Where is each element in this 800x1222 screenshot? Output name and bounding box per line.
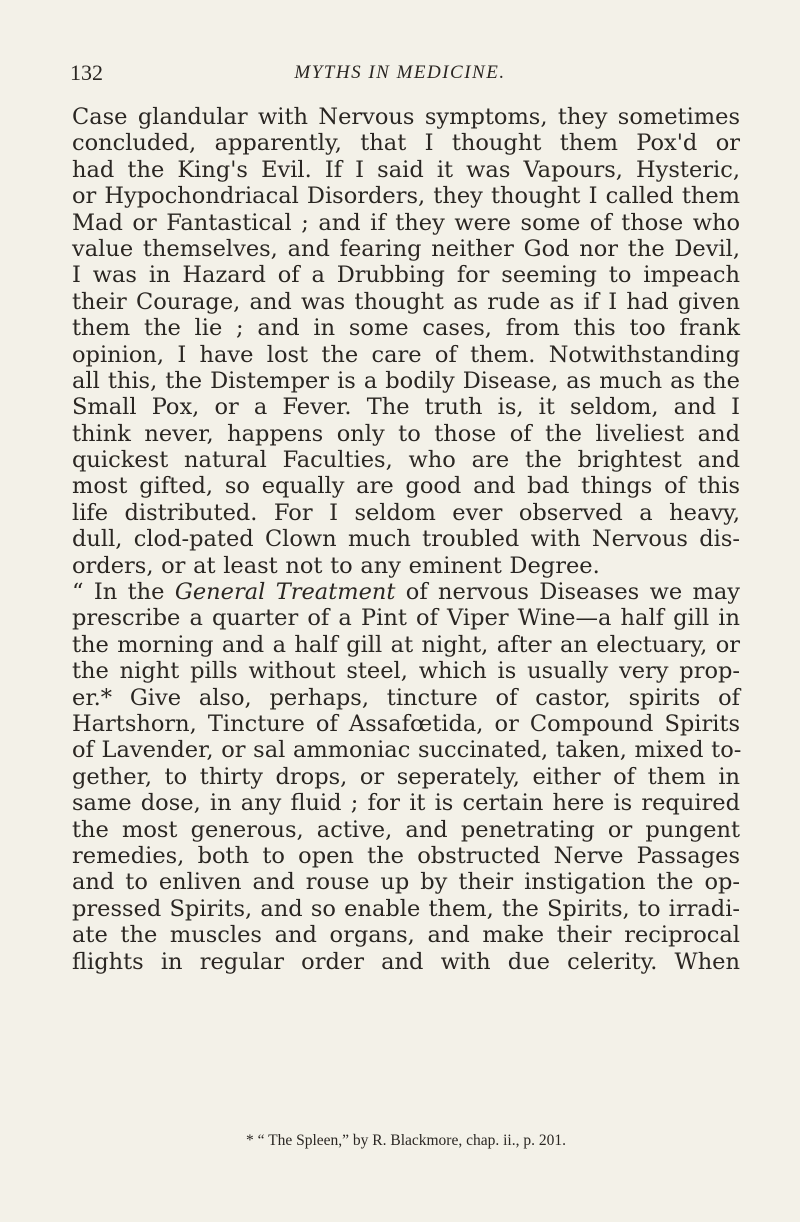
text-line: Hartshorn, Tincture of Assafœtida, or Compound Spirits bbox=[72, 710, 740, 737]
text-line: ate the muscles and organs, and make their reciprocal bbox=[72, 922, 740, 949]
text-line: the night pills without steel, which is usually very prop- bbox=[72, 658, 740, 685]
body-text bbox=[72, 104, 740, 975]
text-line: the morning and a half gill at night, after an electuary, or bbox=[72, 631, 740, 658]
text-line: Small Pox, or a Fever. The truth is, it seldom, and I bbox=[72, 394, 740, 421]
text-line: Case glandular with Nervous symptoms, they sometimes bbox=[72, 104, 740, 130]
text-line: and to enliven and rouse up by their instigation the op- bbox=[72, 869, 740, 896]
text-line: pressed Spirits, and so enable them, the Spirits, to irradi- bbox=[72, 895, 740, 922]
text-line: think never, happens only to those of the liveliest and bbox=[72, 420, 740, 447]
text-line: or Hypochondriacal Disorders, they thought I called them bbox=[72, 183, 740, 210]
text-line: Mad or Fantastical ; and if they were some of those who bbox=[72, 209, 740, 236]
text-line: their Courage, and was thought as rude as if I had given bbox=[72, 288, 740, 315]
text-line: of Lavender, or sal ammoniac succinated, taken, mixed to- bbox=[72, 737, 742, 764]
text-line: opinion, I have lost the care of them. Notwithstanding bbox=[72, 341, 740, 368]
text-line: orders, or at least not to any eminent Degree. bbox=[72, 552, 600, 579]
text-line: remedies, both to open the obstructed Nerve Passages bbox=[72, 842, 740, 869]
text-line: same dose, in any fluid ; for it is certain here is required bbox=[72, 790, 740, 817]
quote-open: “ In the bbox=[72, 579, 175, 606]
text-line: all this, the Distemper is a bodily Disease, as much as the bbox=[72, 367, 740, 394]
text-line: er.* Give also, perhaps, tincture of castor, spirits of bbox=[72, 684, 740, 711]
italic-phrase: General Treatment bbox=[174, 579, 396, 606]
paragraph-start-line bbox=[72, 579, 740, 605]
text-line: them the lie ; and in some cases, from this too frank bbox=[72, 315, 740, 342]
text-line: quickest natural Faculties, who are the brightest and bbox=[72, 447, 740, 474]
text-line: I was in Hazard of a Drubbing for seeming to impeach bbox=[72, 262, 740, 289]
text-line: prescribe a quarter of a Pint of Viper Wine—a half gill in bbox=[72, 605, 740, 632]
text-line: flights in regular order and with due celerity. When bbox=[72, 948, 740, 975]
footnote: * “ The Spleen,” by R. Blackmore, chap. ii., p. 201. bbox=[246, 1132, 566, 1149]
text-line: had the King's Evil. If I said it was Vapours, Hysteric, bbox=[72, 156, 740, 183]
text-line: dull, clod-pated Clown much troubled with Nervous dis- bbox=[72, 526, 740, 553]
running-title: MYTHS IN MEDICINE. bbox=[294, 62, 506, 83]
text-line: concluded, apparently, that I thought them Pox'd or bbox=[72, 130, 740, 157]
page-number: 132 bbox=[70, 60, 103, 85]
text-line: most gifted, so equally are good and bad things of this bbox=[72, 473, 740, 500]
text-line: gether, to thirty drops, or seperately, either of them in bbox=[72, 763, 740, 790]
page-header bbox=[70, 58, 730, 90]
text-line: the most generous, active, and penetrating or pungent bbox=[72, 816, 740, 843]
text-line: life distributed. For I seldom ever observed a heavy, bbox=[72, 499, 740, 526]
text-line: value themselves, and fearing neither God nor the Devil, bbox=[72, 235, 740, 262]
line-remainder: of nervous Diseases we may bbox=[395, 579, 740, 606]
